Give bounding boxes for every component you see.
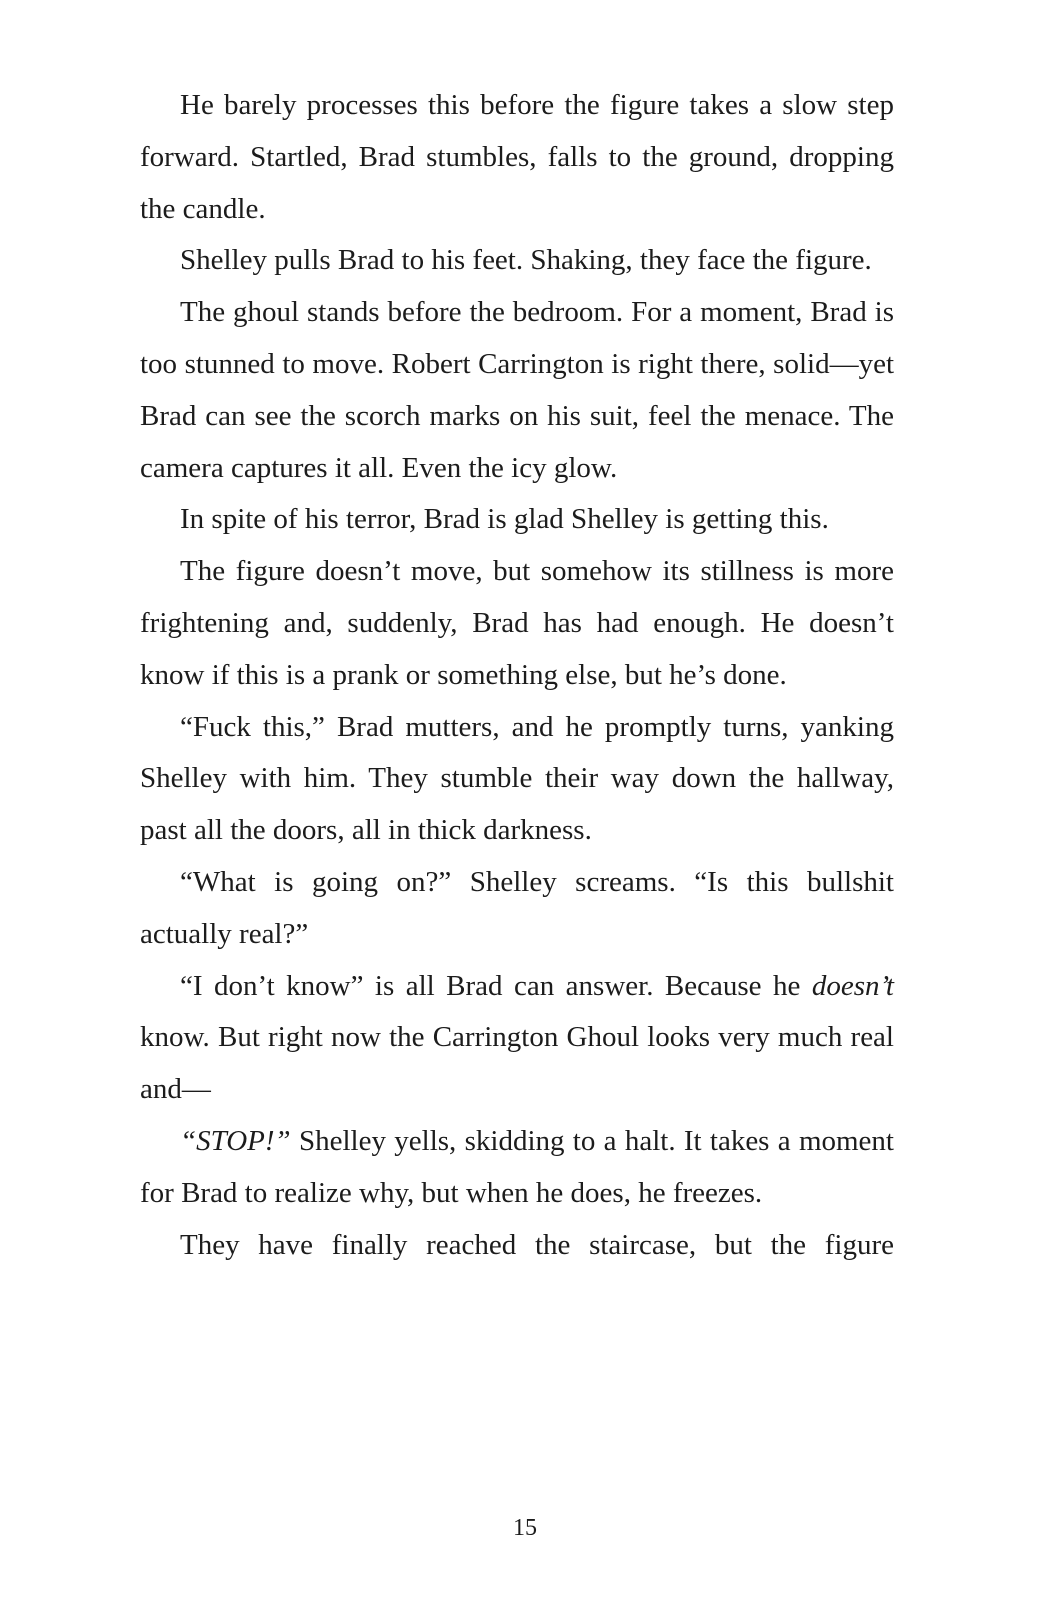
paragraph-text: In spite of his terror, Brad is glad Shelley is getting this. [180,503,829,536]
paragraph-text: “I don’t know” is all Brad can answer. Because he [180,969,812,1002]
paragraph-text: Shelley pulls Brad to his feet. Shaking, they face the figure. [180,244,872,277]
paragraph [140,1116,894,1220]
italic-text: doesn’t [811,969,894,1002]
paragraph-text: The ghoul stands before the bedroom. For a moment, Brad is too stunned to move. Robert Carrington is right there, solid—yet Brad can see the scorch marks on his suit, feel the menace. The camera captures it all. Even the icy glow. [140,296,894,484]
paragraph [140,494,894,546]
body-text [140,80,894,1271]
paragraph-text: He barely processes this before the figure takes a slow step forward. Startled, Brad stumbles, falls to the ground, dropping the candle. [140,89,894,225]
paragraph [140,857,894,961]
paragraph-continued [140,1220,894,1272]
paragraph-text: know. But right now the Carrington Ghoul looks very much real and— [140,1021,894,1106]
paragraph [140,961,894,1116]
paragraph-text: “What is going on?” Shelley screams. “Is this bullshit actually real?” [140,865,894,950]
paragraph [140,235,894,287]
italic-text: “STOP!” [180,1124,291,1157]
page-number: 15 [513,1515,537,1541]
paragraph [140,80,894,235]
paragraph-text: “Fuck this,” Brad mutters, and he promptly turns, yanking Shelley with him. They stumble their way down the hallway, past all the doors, all in thick darkness. [140,710,894,847]
paragraph-text: The figure doesn’t move, but somehow its stillness is more frightening and, suddenly, Brad has had enough. He doesn’t know if this is a prank or something else, but he’s done. [140,555,894,691]
paragraph [140,546,894,701]
paragraph-text: Shelley yells, skidding to a halt. It takes a moment for Brad to realize why, but when he does, he freezes. [140,1124,894,1209]
paragraph [140,287,894,494]
paragraph [140,702,894,857]
paragraph-text: They have finally reached the staircase, but the figure [180,1228,894,1261]
